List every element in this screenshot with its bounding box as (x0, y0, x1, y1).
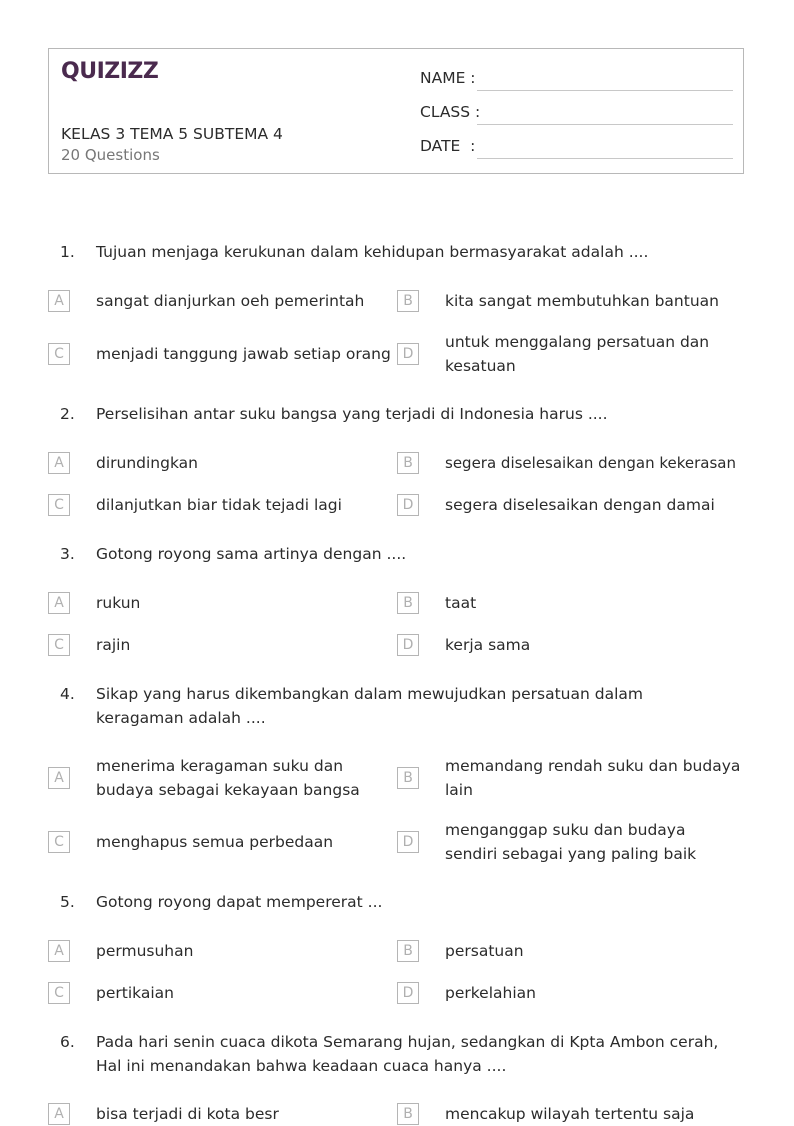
option-text: sangat dianjurkan oeh pemerintah (96, 292, 365, 310)
question-text: Gotong royong sama artinya dengan .... (96, 545, 407, 563)
option-box[interactable]: B (397, 1103, 419, 1125)
option-text: memandang rendah suku dan budaya lain (445, 757, 741, 799)
worksheet-header (48, 48, 744, 174)
option-box[interactable]: B (397, 592, 419, 614)
option-box[interactable]: D (397, 494, 419, 516)
option-box[interactable]: C (48, 343, 70, 365)
option-box[interactable]: B (397, 767, 419, 789)
option-box[interactable]: A (48, 290, 70, 312)
question-text: Gotong royong dapat mempererat ... (96, 893, 383, 911)
option-text: taat (445, 594, 477, 612)
option-text: menerima keragaman suku dan budaya sebagai kekayaan bangsa (96, 757, 360, 799)
question-text: Perselisihan antar suku bangsa yang terjadi di Indonesia harus .... (96, 405, 608, 423)
option-box[interactable]: A (48, 452, 70, 474)
option-text: segera diselesaikan dengan damai (445, 496, 715, 514)
worksheet-title: KELAS 3 TEMA 5 SUBTEMA 4 (61, 125, 283, 143)
option-box[interactable]: B (397, 940, 419, 962)
option-box[interactable]: A (48, 592, 70, 614)
option-text: kita sangat membutuhkan bantuan (445, 292, 719, 310)
option-text: persatuan (445, 942, 524, 960)
option-text: menghapus semua perbedaan (96, 833, 334, 851)
option-text: perkelahian (445, 984, 536, 1002)
option-box[interactable]: A (48, 1103, 70, 1125)
question-number: 2. (60, 405, 75, 423)
option-text: permusuhan (96, 942, 194, 960)
option-box[interactable]: D (397, 831, 419, 853)
class-label: CLASS : (420, 103, 481, 121)
option-text: dirundingkan (96, 454, 198, 472)
option-text: pertikaian (96, 984, 174, 1002)
option-box[interactable]: D (397, 343, 419, 365)
option-box[interactable]: C (48, 494, 70, 516)
option-box[interactable]: C (48, 634, 70, 656)
option-box[interactable]: B (397, 290, 419, 312)
option-text: dilanjutkan biar tidak tejadi lagi (96, 496, 342, 514)
date-label: DATE : (420, 137, 476, 155)
option-text: menganggap suku dan budaya sendiri sebagai yang paling baik (445, 821, 697, 863)
option-text: mencakup wilayah tertentu saja (445, 1105, 695, 1123)
question-number: 1. (60, 243, 75, 261)
date-line[interactable] (477, 158, 733, 159)
option-text: bisa terjadi di kota besr (96, 1105, 279, 1123)
date-field[interactable] (420, 135, 733, 159)
question-count: 20 Questions (61, 146, 160, 164)
option-text: menjadi tanggung jawab setiap orang (96, 345, 391, 363)
question-number: 6. (60, 1033, 75, 1051)
option-text: rukun (96, 594, 141, 612)
option-text: kerja sama (445, 636, 531, 654)
option-text: rajin (96, 636, 131, 654)
option-box[interactable]: D (397, 982, 419, 1004)
name-label: NAME : (420, 69, 476, 87)
option-box[interactable]: A (48, 767, 70, 789)
question-text: Sikap yang harus dikembangkan dalam mewujudkan persatuan dalam keragaman adalah .... (96, 685, 643, 727)
option-box[interactable]: B (397, 452, 419, 474)
class-field[interactable] (420, 101, 733, 125)
option-text: segera diselesaikan dengan kekerasan (445, 454, 736, 472)
class-line[interactable] (477, 124, 733, 125)
question-text: Pada hari senin cuaca dikota Semarang hujan, sedangkan di Kpta Ambon cerah, Hal ini menandakan bahwa keadaan cuaca hanya .... (96, 1033, 719, 1075)
question-number: 4. (60, 685, 75, 703)
option-box[interactable]: C (48, 982, 70, 1004)
name-line[interactable] (477, 90, 733, 91)
option-box[interactable]: C (48, 831, 70, 853)
question-number: 5. (60, 893, 75, 911)
option-box[interactable]: D (397, 634, 419, 656)
question-text: Tujuan menjaga kerukunan dalam kehidupan bermasyarakat adalah .... (96, 243, 649, 261)
question-number: 3. (60, 545, 75, 563)
quizizz-logo: QUIZIZZ (61, 59, 159, 84)
option-box[interactable]: A (48, 940, 70, 962)
name-field[interactable] (420, 67, 733, 91)
option-text: untuk menggalang persatuan dan kesatuan (445, 333, 710, 375)
